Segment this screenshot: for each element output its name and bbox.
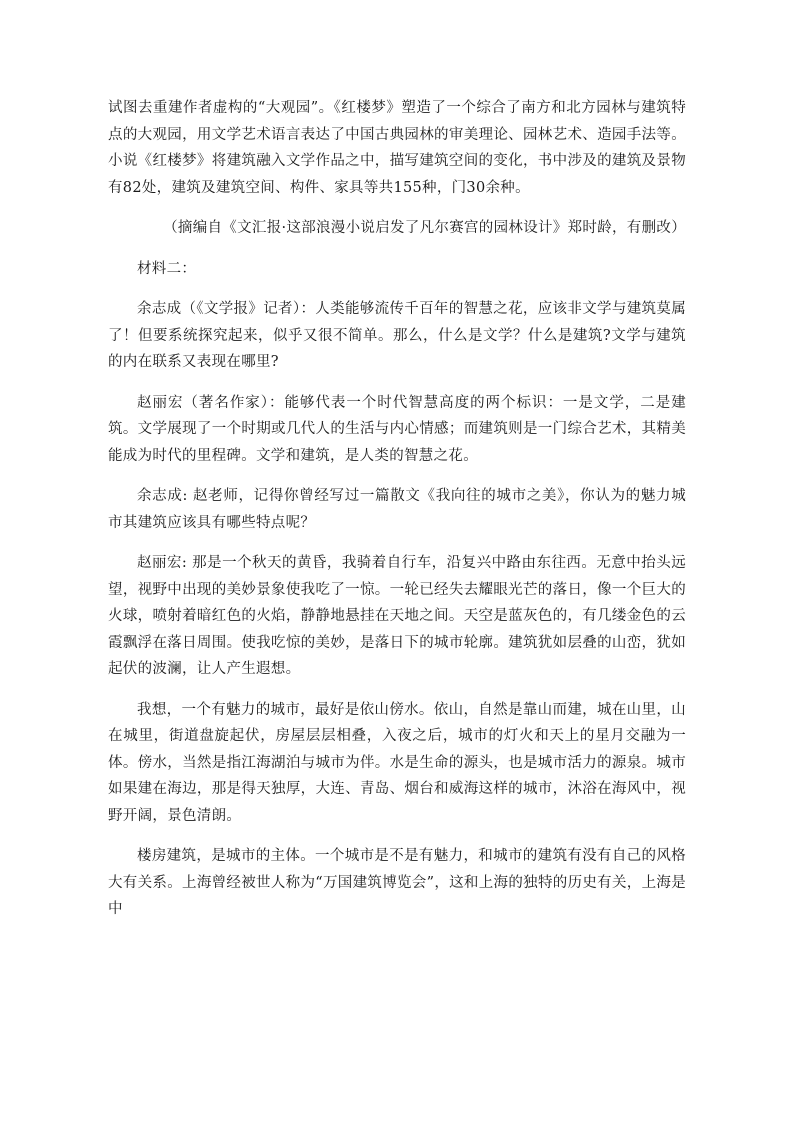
document-body [108, 95, 686, 937]
paragraph-buildings-shanghai: 楼房建筑，是城市的主体。一个城市是不是有魅力，和城市的建筑有没有自己的风格大有关系。上海曾经被世人称为“万国建筑博览会”，这和上海的独特的历史有关，上海是中 [108, 848, 686, 917]
material-two-heading: 材料二： [137, 260, 197, 277]
paragraph-yu-question-2: 余志成: 赵老师，记得你曾经写过一篇散文《我向往的城市之美》，你认为的魅力城市其建筑应该具有哪些特点呢？ [108, 488, 686, 531]
paragraph-zhao-answer-2: 赵丽宏: 那是一个秋天的黄昏，我骑着自行车，沿复兴中路由东往西。无意中抬头远望，视野中出现的美妙景象使我吃了一惊。一轮已经失去耀眼光芒的落日，像一个巨大的火球，喷射着暗红色的火焰，静静地悬挂在天地之间。天空是蓝灰色的，有几缕金色的云霞飘浮在落日周围。使我吃惊的美妙，是落日下的城市轮廓。建筑犹如层叠的山峦，犹如起伏的波澜，让人产生遐想。 [108, 555, 686, 677]
source-citation: （摘编自《文汇报·这部浪漫小说启发了凡尔赛宫的园林设计》郑时龄，有删改） [163, 220, 686, 236]
paragraph-yu-question-1: 余志成（《文学报》记者）：人类能够流传千百年的智慧之花，应该非文学与建筑莫属了！但要系统探究起来，似乎又很不简单。那么，什么是文学？什么是建筑?文学与建筑的内在联系又表现在哪里? [108, 301, 686, 370]
paragraph-zhao-answer-1: 赵丽宏（著名作家）：能够代表一个时代智慧高度的两个标识：一是文学，二是建筑。文学展现了一个时期或几代人的生活与内心情感；而建筑则是一门综合艺术，其精美能成为时代的里程碑。文学和建筑，是人类的智慧之花。 [108, 394, 686, 464]
paragraph-daguanyuan: 试图去重建作者虚构的“大观园”。《红楼梦》塑造了一个综合了南方和北方园林与建筑特点的大观园，用文学艺术语言表达了中国古典园林的审美理论、园林艺术、造园手法等。小说《红楼梦》将建筑融入文学作品之中，描写建筑空间的变化，书中涉及的建筑及景物有82处，建筑及建筑空间、构件、家具等共155种，门30余种。 [108, 100, 686, 196]
paragraph-city-mountain-water: 我想，一个有魅力的城市，最好是依山傍水。依山，自然是靠山而建，城在山里，山在城里，街道盘旋起伏，房屋层层相叠，入夜之后，城市的灯火和天上的星月交融为一体。傍水，当然是指江海湖泊与城市为伴。水是生命的源头，也是城市活力的源泉。城市如果建在海边，那是得天独厚，大连、青岛、烟台和威海这样的城市，沐浴在海风中，视野开阔，景色清朗。 [108, 701, 686, 824]
